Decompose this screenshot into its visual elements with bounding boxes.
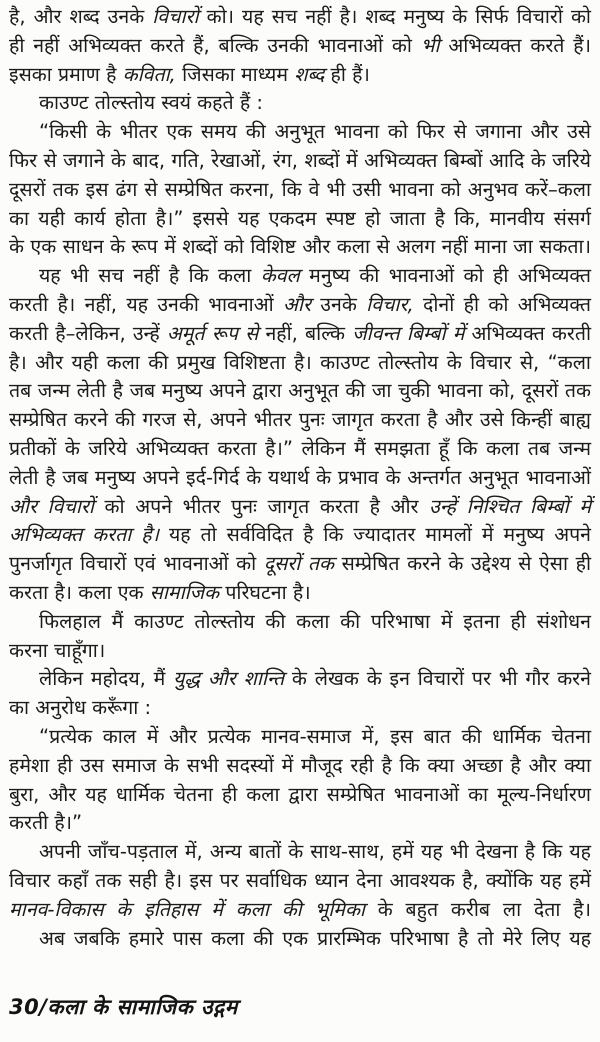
- italic-text-segment: अभिव्यक्त करता है।: [9, 523, 159, 547]
- text-line: [9, 896, 591, 925]
- italic-text-segment: केवल: [260, 264, 300, 288]
- text-segment: है। और यही कला की प्रमुख विशिष्टता है। काउण्ट तोल्स्तोय के विचार से, “कला: [9, 350, 591, 374]
- text-line: [9, 694, 591, 723]
- text-segment: पुनर्जागृत विचारों एवं भावनाओं को: [9, 552, 264, 576]
- text-line: [9, 781, 591, 810]
- text-segment: हमेशा ही उस समाज के सभी सदस्यों में मौजूद रही है कि क्या अच्छा है और क्या: [9, 753, 591, 777]
- italic-text-segment: दूसरों तक: [263, 552, 334, 576]
- text-segment: ही नहीं अभिव्यक्त करते हैं, बल्कि उनकी भावनाओं को: [9, 33, 421, 57]
- text-segment: करना चाहूँगा।: [9, 638, 106, 662]
- text-segment: इसका प्रमाण है: [9, 62, 123, 86]
- text-segment: का यही कार्य होता है।” इससे यह एकदम स्पष्ट हो जाता है कि, मानवीय संसर्ग: [9, 206, 591, 230]
- text-segment: “प्रत्येक काल में और प्रत्येक मानव-समाज में, इस बात की धार्मिक चेतना: [39, 724, 591, 748]
- text-line: [9, 665, 591, 694]
- text-segment: के एक साधन के रूप में शब्दों को विशिष्ट और कला से अलग नहीं माना जा सकता।: [9, 235, 591, 259]
- text-line: [9, 291, 591, 320]
- text-segment: दोनों ही को अभिव्यक्त: [413, 292, 591, 316]
- italic-text-segment: मानव-विकास के इतिहास में कला की भूमिका: [9, 897, 365, 921]
- text-segment: अब जबकि हमारे पास कला की एक प्रारम्भिक परिभाषा है तो मेरे लिए यह: [39, 926, 591, 950]
- text-segment: फिलहाल मैं काउण्ट तोल्स्तोय की कला की परिभाषा में इतना ही संशोधन: [39, 609, 591, 633]
- text-segment: के लेखक के इन विचारों पर भी गौर करने: [284, 667, 591, 691]
- text-segment: मनुष्य की भावनाओं को ही अभिव्यक्त: [299, 264, 591, 288]
- text-line: [9, 637, 591, 666]
- text-line: [9, 32, 591, 61]
- text-segment: सम्प्रेषित करने के उद्देश्य से ऐसा ही: [334, 552, 591, 576]
- text-segment: करती है। नहीं, यह उनकी भावनाओं: [9, 292, 284, 316]
- text-segment: बुरा, और यह धार्मिक चेतना ही कला द्वारा सम्प्रेषित भावनाओं का मूल्य-निर्धारण: [9, 782, 591, 806]
- text-line: [9, 493, 591, 522]
- text-line: [9, 320, 591, 349]
- text-line: [9, 262, 591, 291]
- text-segment: तब जन्म लेती है जब मनुष्य अपने द्वारा अनुभूत की जा चुकी भावना को, दूसरों तक: [9, 379, 591, 403]
- text-segment: काउण्ट तोल्स्तोय स्वयं कहते हैं :: [39, 91, 263, 115]
- text-segment: करती है।”: [9, 811, 83, 835]
- text-segment: अभिव्यक्त करती: [464, 321, 592, 345]
- text-segment: अभिव्यक्त करते हैं।: [439, 33, 591, 57]
- text-segment: “किसी के भीतर एक समय की अनुभूत भावना को फिर से जगाना और उसे: [39, 120, 591, 144]
- text-line: [9, 205, 591, 234]
- text-segment: विचार कहाँ तक सही है। इस पर सर्वाधिक ध्यान देना आवश्यक है, क्योंकि यह हमें: [9, 868, 591, 892]
- italic-text-segment: और: [283, 292, 311, 316]
- text-segment: जिसका माध्यम: [175, 62, 295, 86]
- text-line: [9, 3, 591, 32]
- text-segment: परिघटना है।: [219, 580, 311, 604]
- text-segment: करता है। कला एक: [9, 580, 150, 604]
- text-segment: करती है–लेकिन, उन्हें: [9, 321, 167, 345]
- text-line: [9, 838, 591, 867]
- italic-text-segment: विचार,: [366, 292, 414, 316]
- text-segment: नहीं, बल्कि: [258, 321, 353, 345]
- page-footer: 30/कला के सामाजिक उद्गम: [9, 995, 238, 1019]
- text-segment: को अपने भीतर पुनः जागृत करता है और: [93, 494, 430, 518]
- text-line: [9, 176, 591, 205]
- italic-text-segment: शब्द: [294, 62, 325, 86]
- text-line: [9, 608, 591, 637]
- text-line: [9, 233, 591, 262]
- text-line: [9, 118, 591, 147]
- text-line: [9, 867, 591, 896]
- italic-text-segment: जीवन्त बिम्बों में: [352, 321, 465, 345]
- italic-text-segment: युद्ध और शान्ति: [173, 667, 285, 691]
- text-line: [9, 89, 591, 118]
- text-line: [9, 464, 591, 493]
- text-segment: उनके: [310, 292, 367, 316]
- text-line: [9, 521, 591, 550]
- text-line: [9, 61, 591, 90]
- italic-text-segment: अमूर्त रूप से: [166, 321, 259, 345]
- text-line: [9, 147, 591, 176]
- text-segment: यह तो सर्वविदित है कि ज्यादातर मामलों में मनुष्य अपने: [158, 523, 591, 547]
- text-segment: का अनुरोध करूँगा :: [9, 696, 152, 720]
- italic-text-segment: विचारों: [152, 5, 199, 28]
- text-line: [9, 349, 591, 378]
- text-line: [9, 579, 591, 608]
- text-segment: के बहुत करीब ला देता है।: [364, 897, 591, 921]
- text-line: [9, 809, 591, 838]
- text-segment: है, और शब्द उनके: [9, 5, 153, 28]
- text-segment: लेती है जब मनुष्य अपने इर्द-गिर्द के यथार्थ के प्रभाव के अन्तर्गत अनुभूत भावनाओं: [9, 465, 591, 489]
- text-line: [9, 435, 591, 464]
- italic-text-segment: और विचारों: [9, 494, 94, 518]
- text-line: [9, 377, 591, 406]
- text-line: [9, 752, 591, 781]
- text-segment: अपनी जाँच-पड़ताल में, अन्य बातों के साथ-साथ, हमें यह भी देखना है कि यह: [39, 840, 591, 864]
- text-line: [9, 723, 591, 752]
- text-segment: प्रतीकों के जरिये अभिव्यक्त करता है।” लेकिन मैं समझता हूँ कि कला तब जन्म: [9, 436, 591, 460]
- text-segment: सम्प्रेषित करने की गरज से, अपने भीतर पुनः जागृत करता है और उसे किन्हीं बाह्य: [9, 408, 591, 432]
- italic-text-segment: सामाजिक: [149, 580, 220, 604]
- text-line: [9, 406, 591, 435]
- text-segment: ही हैं।: [324, 62, 370, 86]
- text-segment: लेकिन महोदय, मैं: [39, 667, 174, 691]
- text-line: [9, 925, 591, 954]
- text-segment: को। यह सच नहीं है। शब्द मनुष्य के सिर्फ विचारों को: [198, 5, 591, 28]
- text-block: [9, 3, 591, 953]
- text-segment: यह भी सच नहीं है कि कला: [39, 264, 261, 288]
- text-segment: फिर से जगाने के बाद, गति, रेखाओं, रंग, शब्दों में अभिव्यक्त बिम्बों आदि के जरिये: [9, 148, 591, 172]
- italic-text-segment: कविता,: [122, 62, 176, 86]
- italic-text-segment: भी: [420, 33, 440, 57]
- italic-text-segment: उन्हें निश्चित बिम्बों में: [429, 494, 592, 518]
- text-line: [9, 550, 591, 579]
- text-segment: दूसरों तक इस ढंग से सम्प्रेषित करना, कि वे भी उसी भावना को अनुभव करें–कला: [9, 177, 591, 201]
